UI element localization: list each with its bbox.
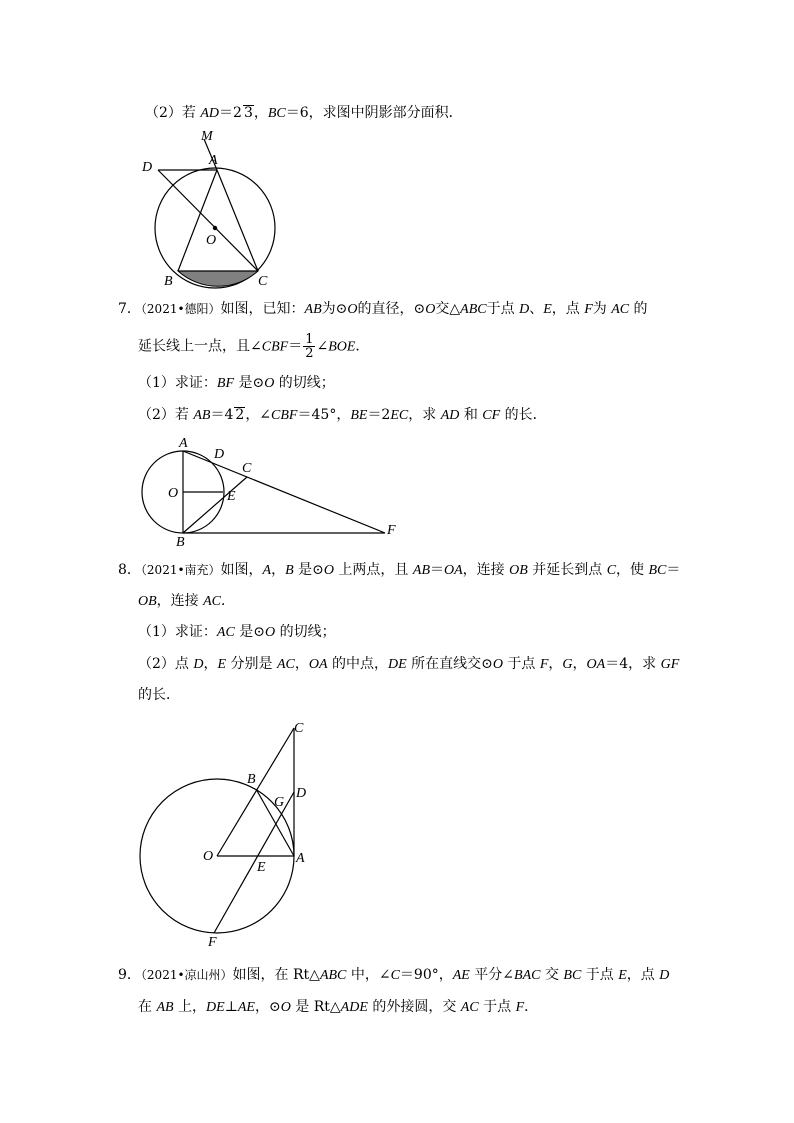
line-ac (217, 170, 258, 271)
line-dc (158, 170, 258, 271)
label-d: D (296, 786, 307, 801)
problem-7-line-1: 7．（2021•德阳）如图，已知：AB为⊙O的直径，⊙O交△ABC于点 D、E，点 F为 AC 的 (118, 301, 648, 317)
label-c: C (294, 721, 304, 736)
label-d: D (214, 447, 225, 462)
label-a: A (179, 436, 188, 451)
problem-7-part-1: （1）求证：BF 是⊙O 的切线； (138, 375, 335, 391)
problem-8-line-1: 8．（2021•南充）如图，A，B 是⊙O 上两点，且 AB＝OA，连接 OB 并延长到点 C，使 BC＝ (118, 562, 681, 578)
problem-9-line-1: 9．（2021•凉山州）如图，在 Rt△ABC 中，∠C＝90°，AE 平分∠BAC 交 BC 于点 E，点 D (118, 967, 670, 983)
label-a: A (209, 153, 218, 168)
problem-8-line-2: OB，连接 AC． (138, 593, 236, 609)
problem-6-part-2: （2）若 AD＝2 3，BC＝6，求图中阴影部分面积． (145, 105, 463, 121)
problem-8-part-2-cont: 的长． (138, 687, 180, 703)
label-o: O (168, 486, 179, 501)
label-e: E (227, 489, 236, 504)
label-f: F (208, 935, 217, 950)
problem-9-line-2: 在 AB 上，DE⊥AE，⊙O 是 Rt△ADE 的外接圆，交 AC 于点 F． (138, 999, 539, 1015)
label-b: B (164, 274, 173, 289)
label-d: D (142, 160, 153, 175)
label-a: A (296, 851, 305, 866)
label-c: C (242, 461, 252, 476)
label-o: O (206, 233, 217, 248)
line-bc (183, 477, 247, 533)
figure-problem-8 (135, 715, 325, 955)
label-b: B (176, 535, 185, 550)
fraction-one-half: $\frac{1}{2}$ (305, 332, 314, 361)
label-b: B (247, 772, 256, 787)
label-c: C (258, 274, 268, 289)
line-df (214, 792, 294, 933)
label-f: F (387, 523, 396, 538)
line-bd (183, 462, 220, 533)
label-o: O (203, 849, 214, 864)
figure-problem-6 (135, 125, 295, 295)
problem-8-part-1: （1）求证：AC 是⊙O 的切线； (138, 624, 336, 640)
label-e: E (257, 860, 266, 875)
problem-8-part-2: （2）点 D，E 分别是 AC，OA 的中点，DE 所在直线交⊙O 于点 F，G，OA＝4，求 GF (138, 656, 680, 672)
figure-problem-7 (135, 430, 405, 550)
label-m: M (201, 129, 213, 144)
center-dot (213, 226, 217, 230)
shaded-segment (178, 271, 258, 286)
line-ab (178, 170, 217, 271)
label-g: G (274, 795, 285, 810)
problem-7-line-2: 延长线上一点，且∠CBF＝ $\frac{1}{2}$ ∠BOE． (138, 332, 370, 361)
problem-7-part-2: （2）若 AB＝4 2，∠CBF＝45°，BE＝2EC，求 AD 和 CF 的长． (138, 407, 547, 423)
